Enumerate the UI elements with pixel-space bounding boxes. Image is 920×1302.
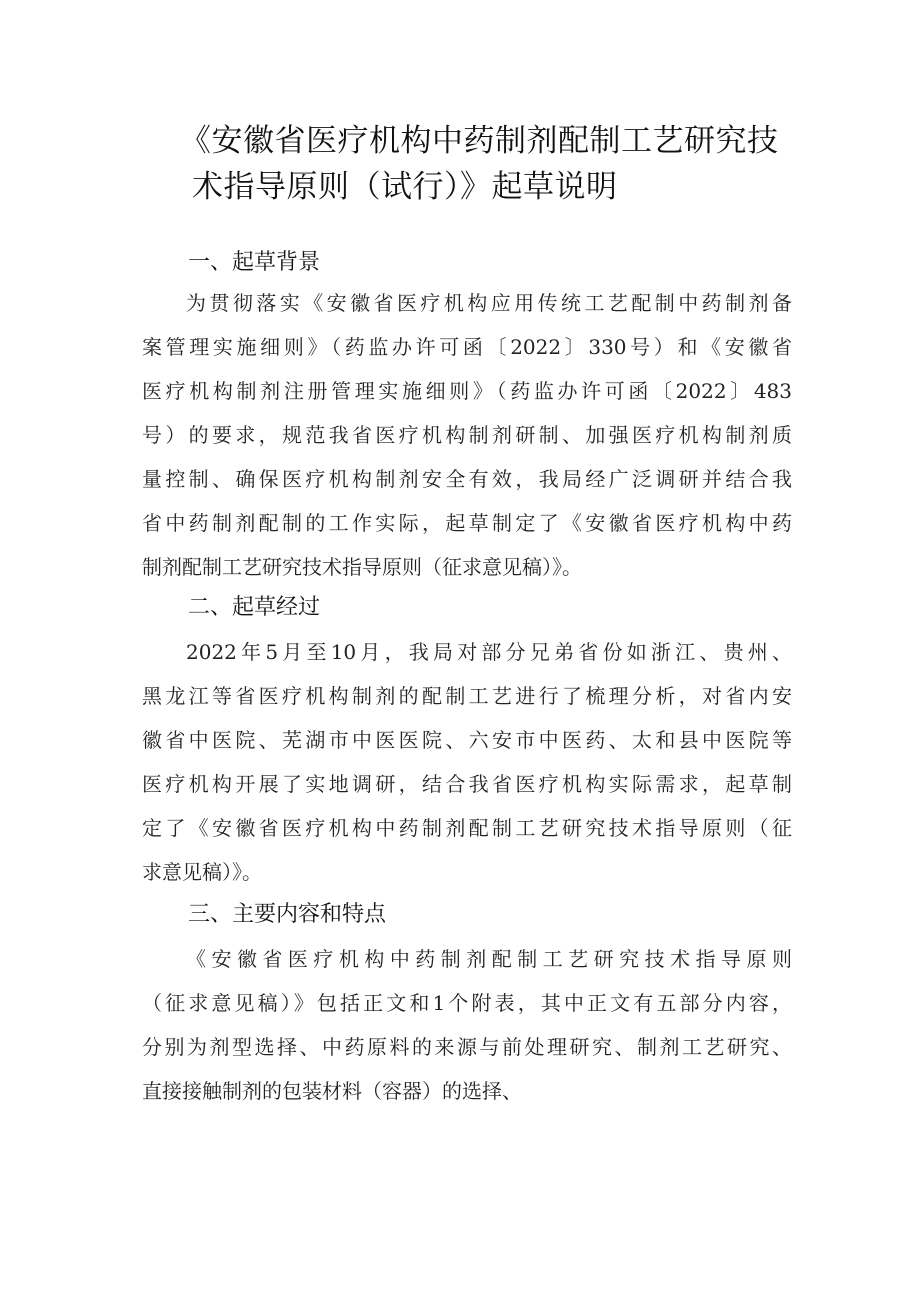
title-line-1: 《安徽省医疗机构中药制剂配制工艺研究技 [180,123,779,159]
section-heading-content: 三、主要内容和特点 [188,902,387,927]
paragraph-line: 案管理实施细则》（药监办许可函〔2022〕330号）和《安徽省 [142,335,792,359]
section-body-content [142,937,792,1113]
paragraph-line: 号）的要求，规范我省医疗机构制剂研制、加强医疗机构制剂质 [142,423,792,447]
paragraph-line: 2022年5月至10月，我局对部分兄弟省份如浙江、贵州、 [186,640,792,664]
paragraph-line: 分别为剂型选择、中药原料的来源与前处理研究、制剂工艺研究、 [142,1035,792,1059]
section-heading-process: 二、起草经过 [188,595,321,620]
paragraph-line: 量控制、确保医疗机构制剂安全有效，我局经广泛调研并结合我 [142,467,792,491]
paragraph-line: 《安徽省医疗机构中药制剂配制工艺研究技术指导原则 [186,947,792,971]
paragraph-line: 制剂配制工艺研究技术指导原则（征求意见稿）》。 [142,555,582,579]
paragraph-line: 黑龙江等省医疗机构制剂的配制工艺进行了梳理分析，对省内安 [142,684,792,708]
paragraph-line: 定了《安徽省医疗机构中药制剂配制工艺研究技术指导原则（征 [142,816,792,840]
section-heading-background: 一、起草背景 [188,250,321,275]
paragraph-line: 医疗机构制剂注册管理实施细则》（药监办许可函〔2022〕483 [142,379,792,403]
paragraph-line: 求意见稿）》。 [142,860,262,884]
paragraph-line: 省中药制剂配制的工作实际，起草制定了《安徽省医疗机构中药 [142,511,792,535]
paragraph-line: 为贯彻落实《安徽省医疗机构应用传统工艺配制中药制剂备 [186,291,792,315]
paragraph-line: 医疗机构开展了实地调研，结合我省医疗机构实际需求，起草制 [142,772,792,796]
title-line-2: 术指导原则（试行）》起草说明 [192,169,618,205]
section-body-background [142,281,792,589]
section-body-process [142,630,792,894]
paragraph-line: 直接接触制剂的包装材料（容器）的选择、 [142,1079,522,1103]
paragraph-line: 徽省中医院、芜湖市中医医院、六安市中医药、太和县中医院等 [142,728,792,752]
document-title [180,118,800,210]
paragraph-line: （征求意见稿）》包括正文和1个附表，其中正文有五部分内容， [142,991,792,1015]
